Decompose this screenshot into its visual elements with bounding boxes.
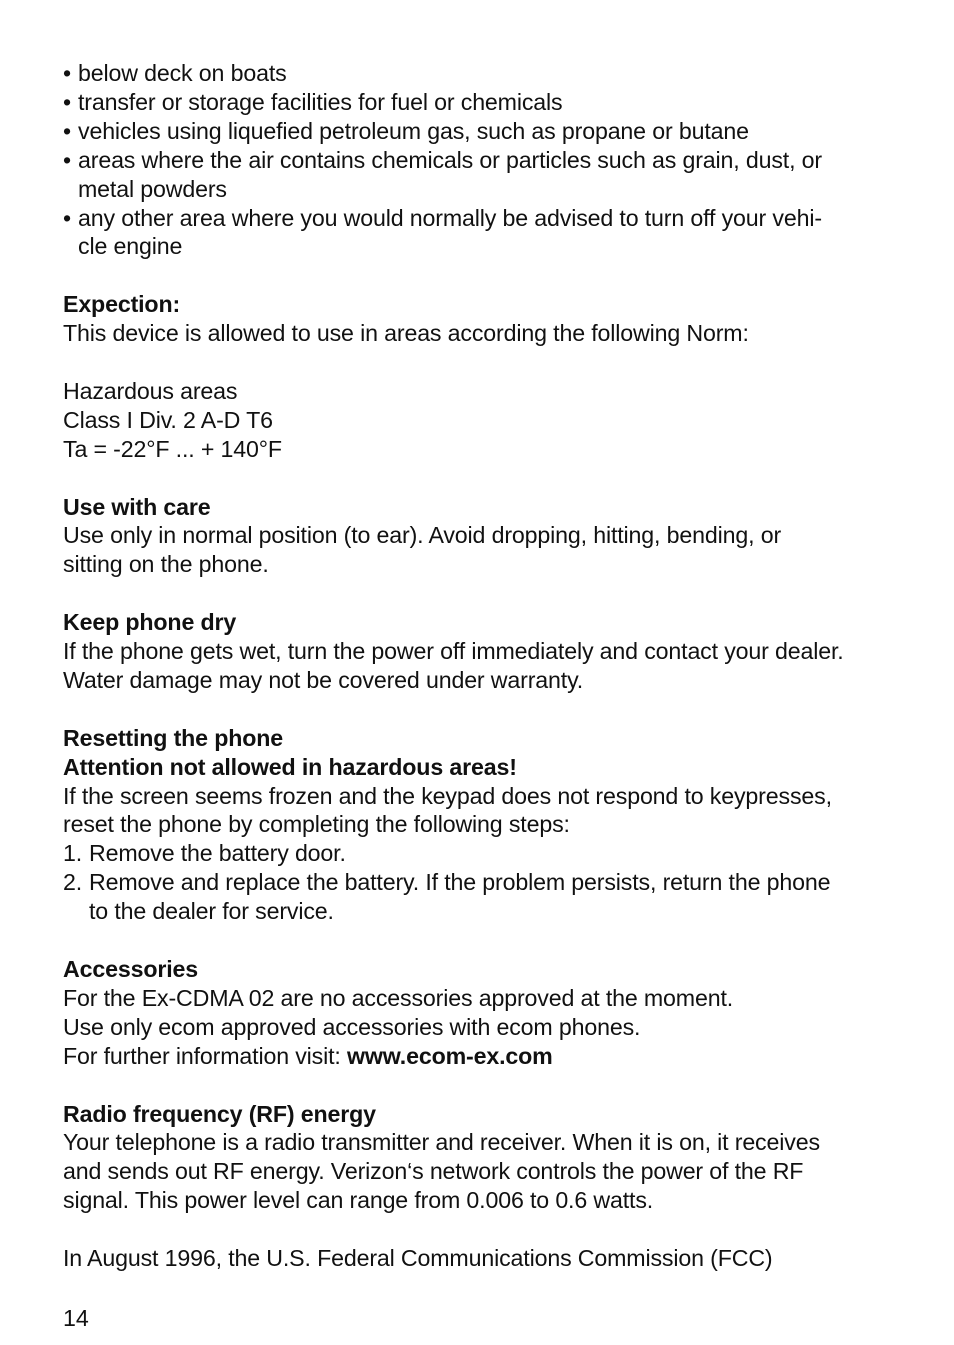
paragraph-text: reset the phone by completing the following steps: <box>63 811 570 838</box>
list-item <box>63 117 903 146</box>
paragraph-text: If the screen seems frozen and the keypad does not respond to keypresses, <box>63 782 832 809</box>
paragraph-text: If the phone gets wet, turn the power off immediately and contact your dealer. <box>63 638 844 665</box>
list-item-text: transfer or storage facilities for fuel or chemicals <box>78 88 563 115</box>
paragraph-text: Water damage may not be covered under warranty. <box>63 666 584 693</box>
list-item <box>63 146 903 204</box>
paragraph-text: Use only ecom approved accessories with ecom phones. <box>63 1013 641 1040</box>
list-item-text: Remove and replace the battery. If the problem persists, return the phone <box>89 869 831 896</box>
bullet-mark: • <box>63 146 71 173</box>
page-number: 14 <box>63 1305 89 1331</box>
list-item-text: vehicles using liquefied petroleum gas, such as propane or butane <box>78 117 749 144</box>
step-number: 2. <box>63 869 83 896</box>
section-heading: Expection: <box>63 291 181 318</box>
paragraph-gap <box>63 348 903 377</box>
rf-energy-section <box>63 1100 903 1273</box>
paragraph-gap <box>63 261 903 290</box>
list-item-text: Remove the battery door. <box>89 840 346 867</box>
paragraph-text: Your telephone is a radio transmitter and receiver. When it is on, it receives <box>63 1129 820 1156</box>
list-item-text: any other area where you would normally be advised to turn off your vehi- <box>78 204 822 231</box>
list-item <box>63 59 903 88</box>
section-heading: Accessories <box>63 956 198 982</box>
paragraph-gap <box>63 1215 903 1244</box>
reset-steps-list <box>63 839 903 926</box>
list-item-text: below deck on boats <box>78 60 287 86</box>
paragraph-gap <box>63 579 903 608</box>
bullet-mark: • <box>63 117 71 144</box>
norm-line: Hazardous areas <box>63 377 238 404</box>
norm-line: Class I Div. 2 A-D T6 <box>63 406 273 433</box>
norm-line: Ta = -22°F ... + 140°F <box>63 435 282 462</box>
paragraph-text: In August 1996, the U.S. Federal Communications Commission (FCC) <box>63 1245 773 1272</box>
website-link[interactable]: www.ecom-ex.com <box>347 1042 553 1069</box>
expection-section <box>63 290 903 463</box>
warning-text: Attention not allowed in hazardous areas! <box>63 753 517 780</box>
list-item <box>63 868 903 926</box>
step-number: 1. <box>63 840 83 867</box>
list-item-text: areas where the air contains chemicals or particles such as grain, dust, or <box>78 146 822 173</box>
visit-line <box>63 1042 903 1071</box>
paragraph-gap <box>63 926 903 955</box>
visit-prefix: For further information visit: <box>63 1042 347 1069</box>
paragraph-text: sitting on the phone. <box>63 551 269 578</box>
paragraph-text: For the Ex-CDMA 02 are no accessories approved at the moment. <box>63 984 734 1011</box>
list-item-text: to the dealer for service. <box>89 898 334 925</box>
paragraph-text: signal. This power level can range from 0.006 to 0.6 watts. <box>63 1187 654 1214</box>
bullet-mark: • <box>63 204 71 231</box>
manual-page-content <box>63 59 903 1273</box>
hazard-area-list <box>63 59 903 261</box>
list-item-text: cle engine <box>78 233 183 260</box>
paragraph-text: This device is allowed to use in areas according the following Norm: <box>63 320 749 347</box>
list-item <box>63 839 903 868</box>
use-with-care-section <box>63 493 903 580</box>
paragraph-gap <box>63 464 903 493</box>
paragraph-gap <box>63 695 903 724</box>
resetting-phone-section <box>63 724 903 926</box>
section-heading: Resetting the phone <box>63 724 284 751</box>
paragraph-text: Use only in normal position (to ear). Avoid dropping, hitting, bending, or <box>63 522 782 549</box>
paragraph-gap <box>63 1071 903 1100</box>
bullet-mark: • <box>63 88 71 115</box>
keep-phone-dry-section <box>63 608 903 695</box>
section-heading: Radio frequency (RF) energy <box>63 1100 376 1127</box>
bullet-mark: • <box>63 60 71 86</box>
section-heading: Keep phone dry <box>63 609 237 636</box>
accessories-section <box>63 955 903 1071</box>
section-heading: Use with care <box>63 493 211 520</box>
list-item-text: metal powders <box>78 175 227 202</box>
list-item <box>63 88 903 117</box>
list-item <box>63 204 903 262</box>
paragraph-text: and sends out RF energy. Verizon‘s network controls the power of the RF <box>63 1158 804 1185</box>
